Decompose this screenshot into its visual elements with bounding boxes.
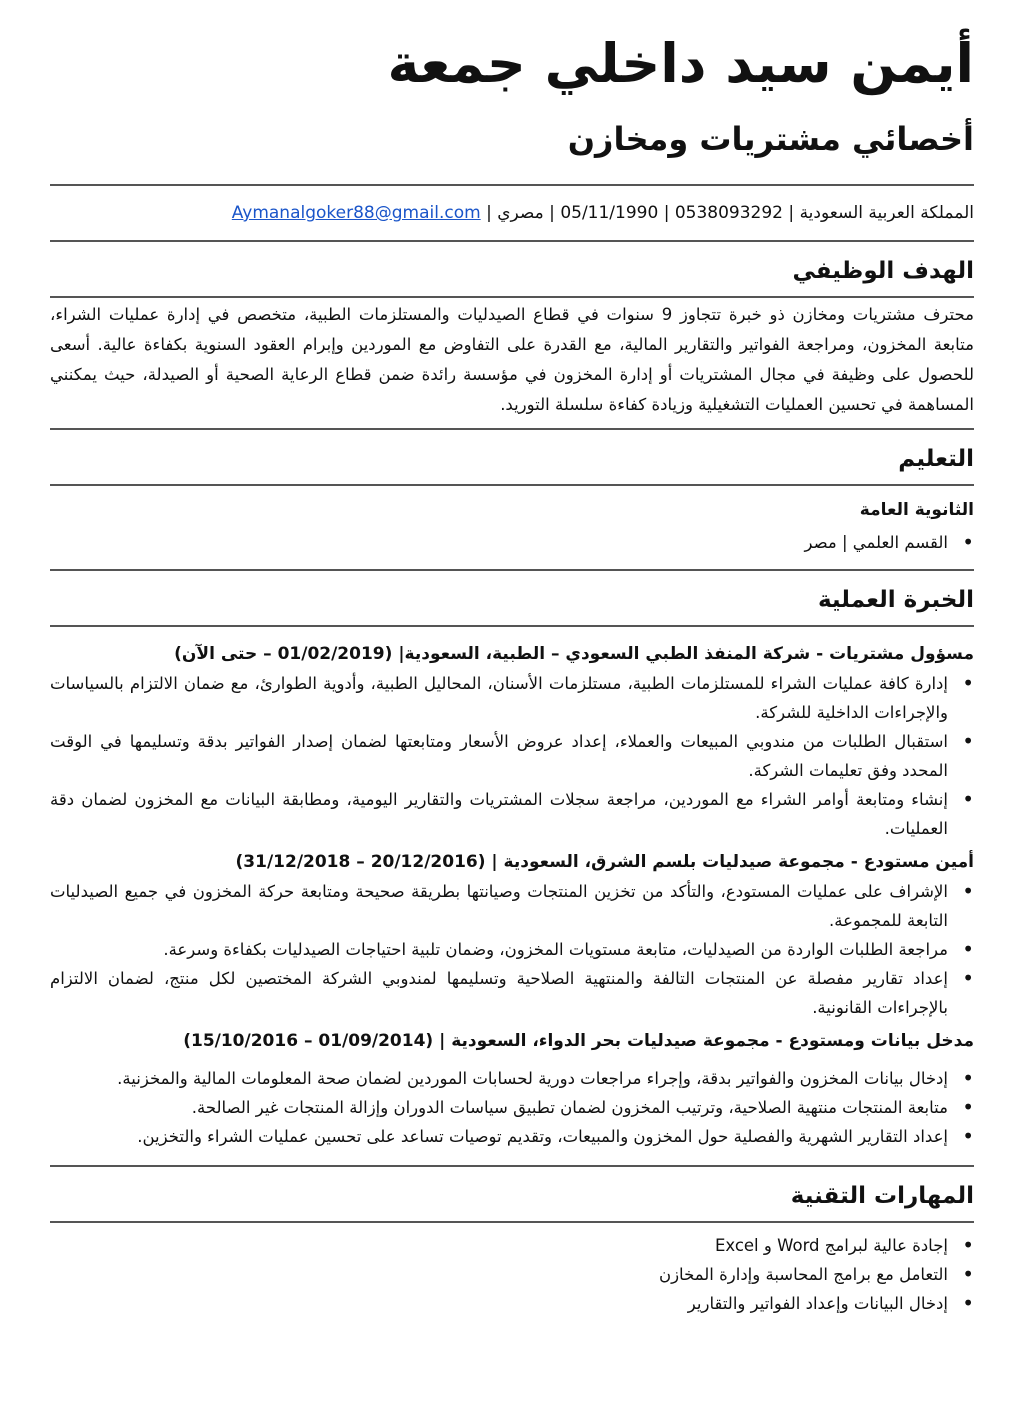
list-item: • إدخال بيانات المخزون والفواتير بدقة، وإجراء مراجعات دورية لحسابات الموردين لضمان صحة المعلومات المالية والمخزنية. (50, 1064, 948, 1093)
divider (50, 484, 974, 486)
section-title-objective: الهدف الوظيفي (792, 258, 974, 284)
contact-phone: 0538093292 (674, 203, 784, 223)
list-item: • إعداد تقارير مفصلة عن المنتجات التالفة والمنتهية الصلاحية وتسليمها لمندوبي الشركة المختصين لكل منتج، لضمان الالتزام بالإجراءات القانونية. (50, 964, 948, 1022)
job-duties (50, 669, 974, 843)
contact-country: المملكة العربية السعودية (799, 203, 974, 223)
job-heading: مسؤول مشتريات - شركة المنفذ الطبي السعودي – الطبية، السعودية| (01/02/2019 – حتى الآن) (174, 644, 974, 664)
separator: | (658, 203, 675, 223)
contact-birthdate: 05/11/1990 (560, 203, 659, 223)
list-item: • الإشراف على عمليات المستودع، والتأكد من تخزين المنتجات وصيانتها بطريقة صحيحة ومتابعة حركة المخزون في جميع الصيدليات التابعة للمجموعة. (50, 877, 948, 935)
resume-page (50, 0, 974, 1318)
section-title-education: التعليم (898, 446, 974, 472)
list-item: • استقبال الطلبات من مندوبي المبيعات والعملاء، إعداد عروض الأسعار ومتابعتها لضمان إصدار الفواتير بدقة وتسليمها في الوقت المحدد وفق تعليمات الشركة. (50, 727, 948, 785)
list-item: • مراجعة الطلبات الواردة من الصيدليات، متابعة مستويات المخزون، وضمان تلبية احتياجات الصيدليات بكفاءة وسرعة. (50, 935, 948, 964)
education-degree: الثانوية العامة (859, 500, 974, 520)
separator: | (543, 203, 561, 223)
list-item: • إجادة عالية لبرامج Word و Excel (50, 1231, 948, 1260)
job-heading: أمين مستودع - مجموعة صيدليات بلسم الشرق، السعودية | (20/12/2016 – 31/12/2018) (235, 852, 974, 872)
candidate-name: أيمن سيد داخلي جمعة (387, 32, 974, 95)
objective-text: محترف مشتريات ومخازن ذو خبرة تتجاوز 9 سنوات في قطاع الصيدليات والمستلزمات الطبية، متخصص في إدارة عمليات الشراء، متابعة المخزون، ومراجعة الفواتير والتقارير المالية، مع القدرة على التفاوض مع الموردين وإبرام العقود السنوية بكفاءة عالية. أسعى للحصول على وظيفة في مجال المشتريات أو إدارة المخزون في مؤسسة رائدة ضمن قطاع الرعاية الصحية أو الصيدلة، حيث يمكنني المساهمة في تحسين العمليات التشغيلية وزيادة كفاءة سلسلة التوريد. (50, 305, 974, 414)
list-item: • إنشاء ومتابعة أوامر الشراء مع الموردين، مراجعة سجلات المشتريات والتقارير اليومية، ومطابقة البيانات مع المخزون لضمان دقة العمليات. (50, 785, 948, 843)
job-duties (50, 1064, 974, 1151)
education-list (50, 528, 974, 557)
skills-list (50, 1231, 974, 1318)
job-heading: مدخل بيانات ومستودع - مجموعة صيدليات بحر الدواء، السعودية | (01/09/2014 – 15/10/2016) (183, 1031, 974, 1051)
contact-nationality: مصري (497, 203, 544, 223)
list-item: • التعامل مع برامج المحاسبة وإدارة المخازن (50, 1260, 948, 1289)
list-item: • القسم العلمي | مصر (50, 528, 948, 557)
separator: | (480, 203, 498, 223)
section-title-skills: المهارات التقنية (790, 1183, 974, 1209)
email-link[interactable]: Aymanalgoker88@gmail.com (231, 203, 481, 223)
job-duties (50, 877, 974, 1022)
list-item: • متابعة المنتجات منتهية الصلاحية، وترتيب المخزون لضمان تطبيق سياسات الدوران وإزالة المنتجات غير الصالحة. (50, 1093, 948, 1122)
list-item: • إدارة كافة عمليات الشراء للمستلزمات الطبية، مستلزمات الأسنان، المحاليل الطبية، وأدوية الطوارئ، مع ضمان الالتزام بالسياسات والإجراءات الداخلية للشركة. (50, 669, 948, 727)
separator: | (783, 203, 800, 223)
job-title: أخصائي مشتريات ومخازن (567, 120, 974, 158)
list-item: • إعداد التقارير الشهرية والفصلية حول المخزون والمبيعات، وتقديم توصيات تساعد على تحسين عمليات الشراء والتخزين. (50, 1122, 948, 1151)
contact-line (50, 186, 974, 240)
list-item: • إدخال البيانات وإعداد الفواتير والتقارير (50, 1289, 948, 1318)
section-title-experience: الخبرة العملية (817, 587, 974, 613)
